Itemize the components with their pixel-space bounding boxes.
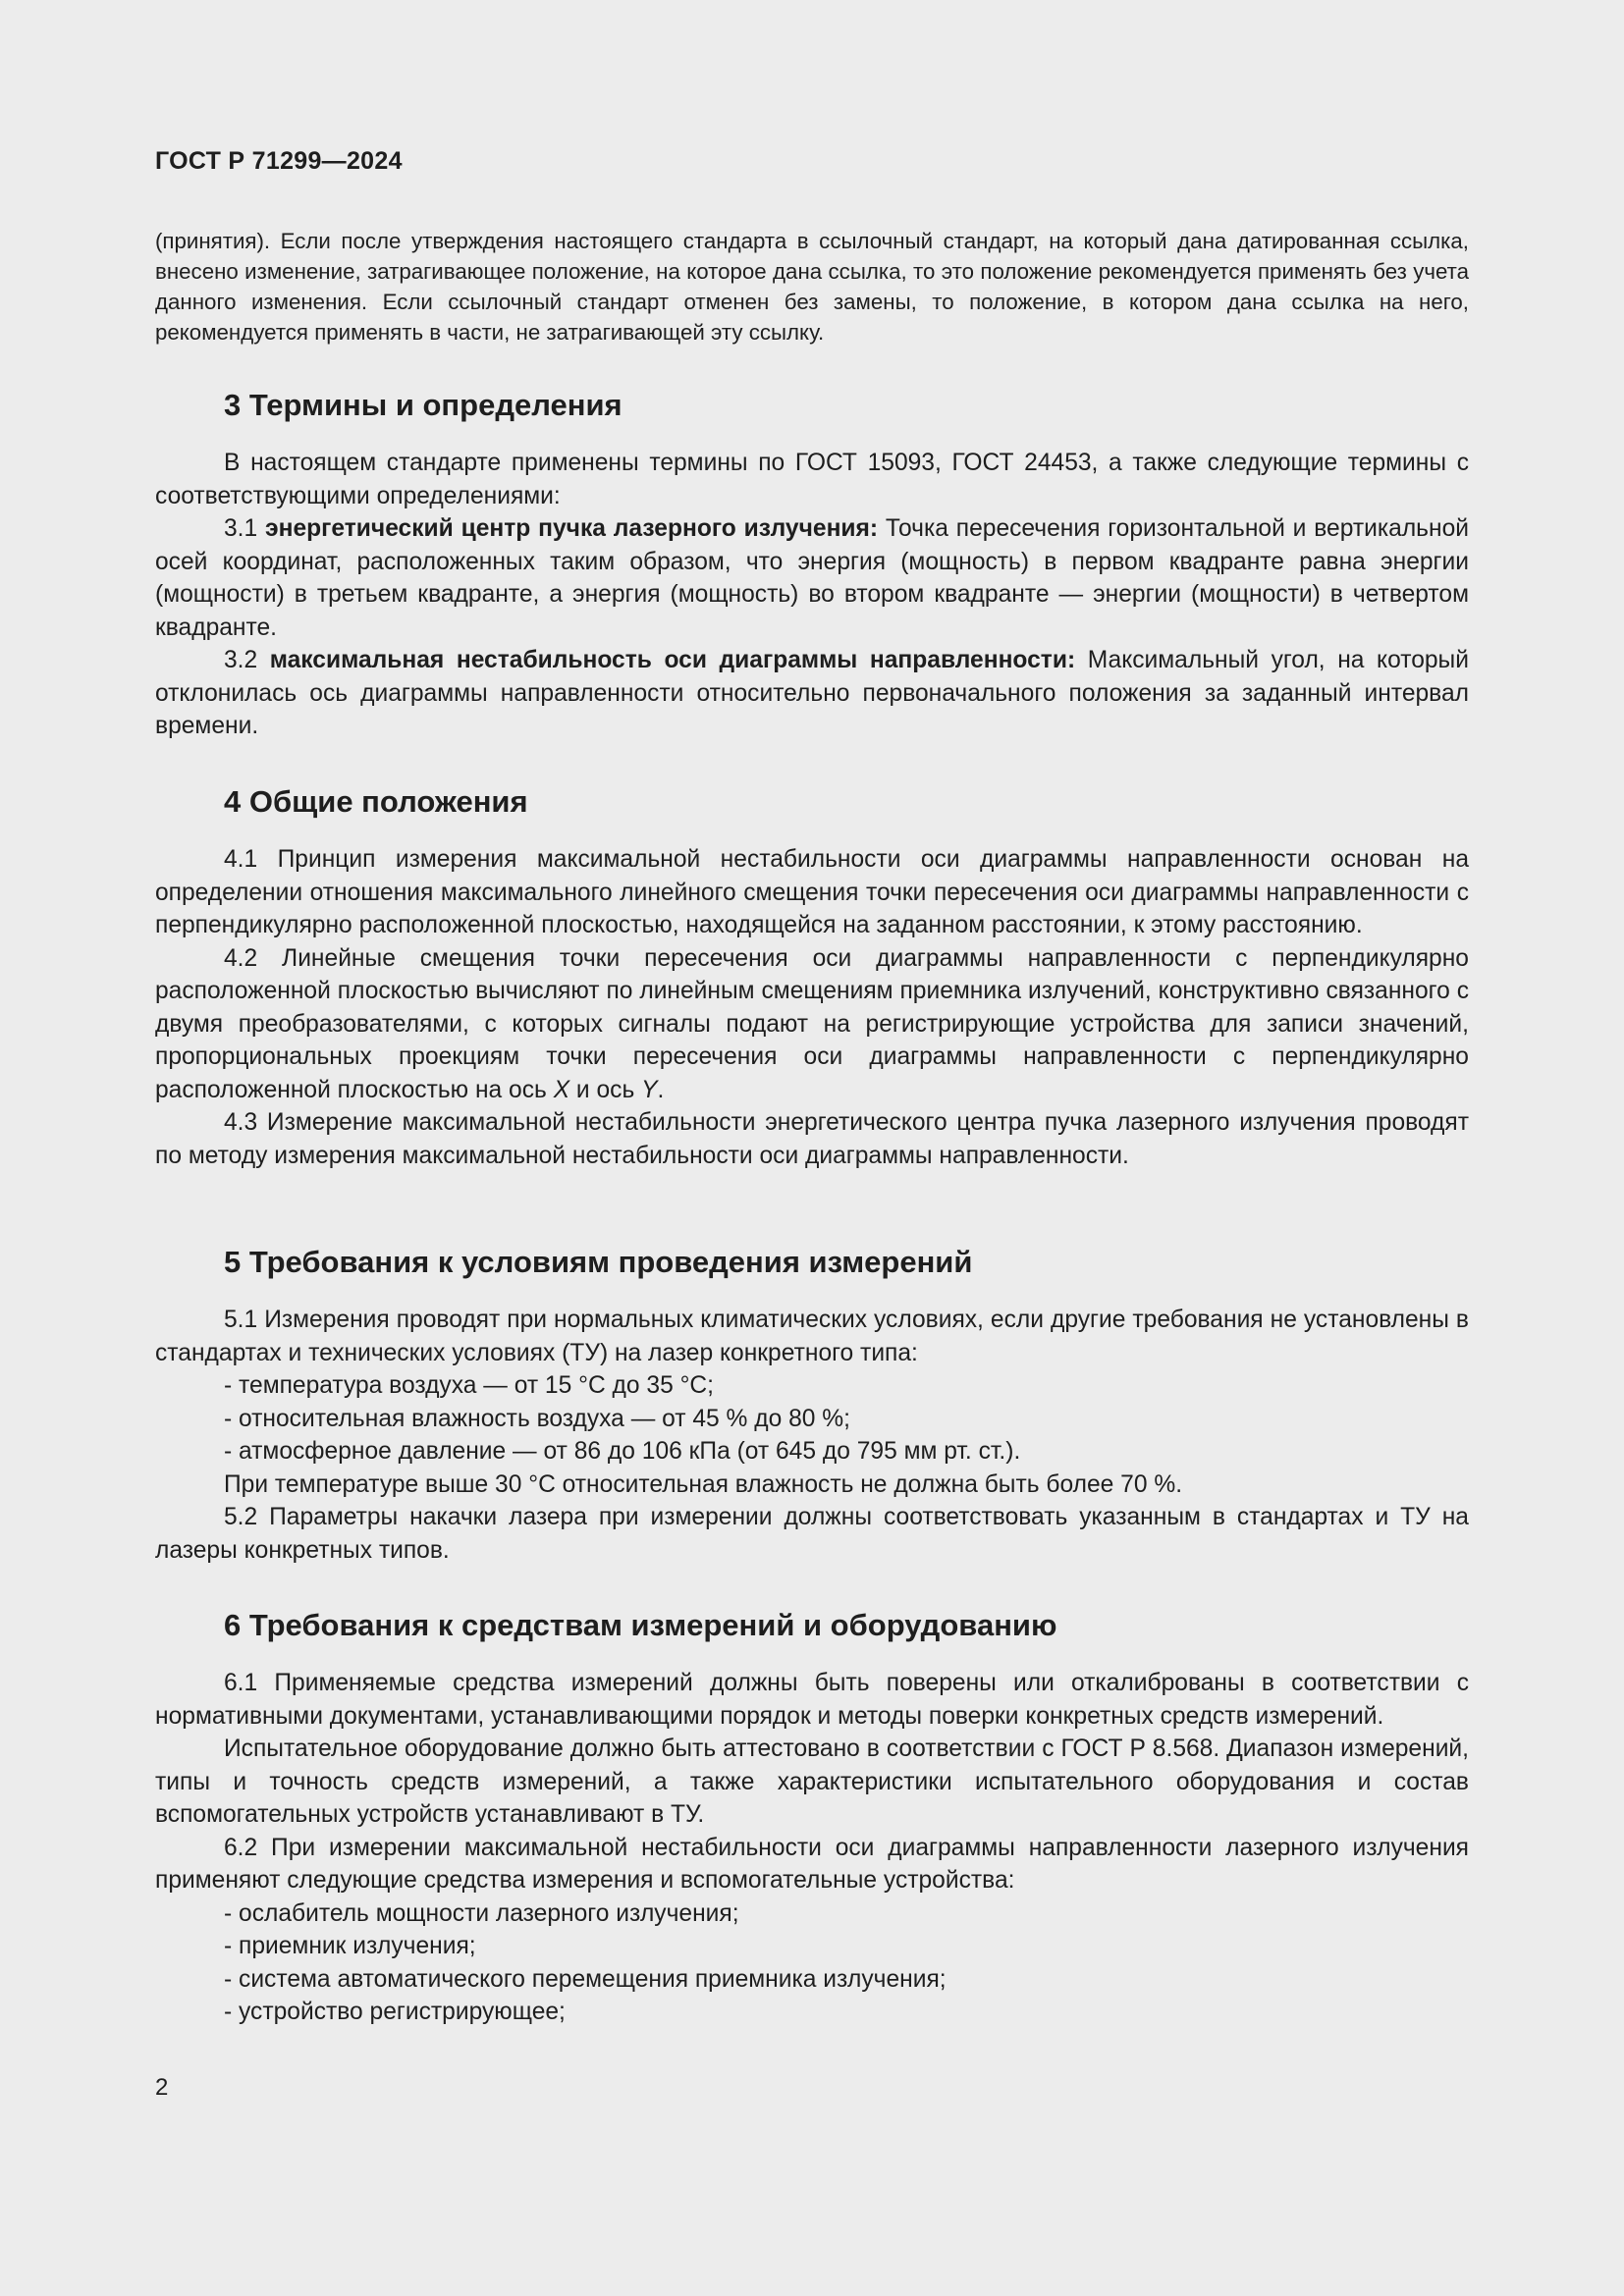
list-item-receiver: - приемник излучения; — [224, 1933, 476, 1959]
section-6-title: 6 Требования к средствам измерений и оборудованию — [224, 1608, 1057, 1642]
section-6-body — [155, 1667, 1469, 2029]
term-3-1-term: энергетический центр пучка лазерного излучения: — [265, 515, 879, 542]
section-4 — [155, 782, 1469, 1172]
section-5-body — [155, 1304, 1469, 1567]
term-3-2 — [155, 644, 1469, 743]
term-3-1-number: 3.1 — [224, 515, 266, 542]
clause-4-3: 4.3 Измерение максимальной нестабильности энергетического центра пучка лазерного излучения проводят по методу измерения максимальной нестабильности оси диаграммы направленности. — [155, 1109, 1469, 1169]
term-3-2-definition: Максимальный угол, на который отклонилась ось диаграммы направленности относительно первоначального положения за заданный интервал времени. — [155, 647, 1469, 739]
clause-4-2 — [155, 942, 1469, 1107]
clause-4-2-text: 4.2 Линейные смещения точки пересечения оси диаграммы направленности с перпендикулярно расположенной плоскостью вычисляют по линейным смещениям приемника излучений, конструктивно связанного с двумя преобразователями, с которых сигналы подают на регистрирующие устройства для записи значений, пропорциональных проекциям точки пересечения оси диаграммы направленности с перпендикулярно расположенной плоскостью на ось — [155, 944, 1469, 1103]
clause-6-1-b: Испытательное оборудование должно быть аттестовано в соответствии с ГОСТ Р 8.568. Диапазон измерений, типы и точность средств измерений, а также характеристики испытательного оборудования и состав вспомогательных устройств устанавливают в ТУ. — [155, 1735, 1469, 1828]
clause-6-1: 6.1 Применяемые средства измерений должны быть поверены или откалиброваны в соответствии с нормативными документами, устанавливающими порядок и методы поверки конкретных средств измерений. — [155, 1670, 1469, 1730]
clause-6-2: 6.2 При измерении максимальной нестабильности оси диаграммы направленности лазерного излучения применяют следующие средства измерения и вспомогательные устройства: — [155, 1834, 1469, 1894]
section-6 — [155, 1606, 1469, 2029]
axis-x-label: X — [553, 1076, 570, 1103]
term-3-2-number: 3.2 — [224, 647, 270, 673]
clause-4-2-conj: и ось — [569, 1076, 642, 1103]
page-number: 2 — [155, 2074, 169, 2101]
document-header: ГОСТ Р 71299—2024 — [155, 147, 403, 175]
list-item-pressure: - атмосферное давление — от 86 до 106 кПа (от 645 до 795 мм рт. ст.). — [224, 1438, 1021, 1465]
axis-y-label: Y — [641, 1076, 658, 1103]
section-5 — [155, 1243, 1469, 1567]
clause-5-1: 5.1 Измерения проводят при нормальных климатических условиях, если другие требования не установлены в стандартах и технических условиях (ТУ) на лазер конкретного типа: — [155, 1307, 1469, 1366]
section-3-title: 3 Термины и определения — [224, 388, 623, 422]
section-5-title: 5 Требования к условиям проведения измерений — [224, 1245, 973, 1279]
list-item-recorder: - устройство регистрирующее; — [224, 1999, 566, 2025]
term-3-1-definition: Точка пересечения горизонтальной и вертикальной осей координат, расположенных таким образом, что энергия (мощность) в первом квадранте равна энергии (мощности) в третьем квадранте, а энергия (мощность) во втором квадранте — энергии (мощности) в четвертом квадранте. — [155, 515, 1469, 641]
list-item-positioning-system: - система автоматического перемещения приемника излучения; — [224, 1965, 947, 1993]
term-3-1 — [155, 512, 1469, 644]
section-4-body — [155, 843, 1469, 1172]
section-4-title: 4 Общие положения — [224, 784, 528, 819]
clause-4-1: 4.1 Принцип измерения максимальной нестабильности оси диаграммы направленности основан на определении отношения максимального линейного смещения точки пересечения оси диаграммы направленности с перпендикулярно расположенной плоскостью, находящейся на заданном расстоянии, к этому расстоянию. — [155, 846, 1469, 938]
list-item-attenuator: - ослабитель мощности лазерного излучения; — [224, 1899, 739, 1927]
term-3-2-term: максимальная нестабильность оси диаграммы направленности: — [269, 647, 1076, 673]
list-item-humidity: - относительная влажность воздуха — от 45 % до 80 %; — [224, 1405, 850, 1432]
clause-5-2: 5.2 Параметры накачки лазера при измерении должны соответствовать указанным в стандартах и ТУ на лазеры конкретных типов. — [155, 1504, 1469, 1564]
clause-4-2-end: . — [657, 1076, 665, 1103]
list-item-temperature: - температура воздуха — от 15 °C до 35 °C; — [224, 1372, 715, 1399]
clause-5-1-note: При температуре выше 30 °C относительная влажность не должна быть более 70 %. — [224, 1470, 1183, 1498]
section-3-body — [155, 447, 1469, 743]
section-3 — [155, 386, 1469, 743]
intro-paragraph: (принятия). Если после утверждения настоящего стандарта в ссылочный стандарт, на который дана датированная ссылка, внесено изменение, затрагивающее положение, на которое дана ссылка, то это положение рекомендуется применять без учета данного изменения. Если ссылочный стандарт отменен без замены, то положение, в котором дана ссылка на него, рекомендуется применять в части, не затрагивающей эту ссылку. — [155, 229, 1469, 345]
section-3-intro: В настоящем стандарте применены термины по ГОСТ 15093, ГОСТ 24453, а также следующие термины с соответствующими определениями: — [155, 450, 1469, 509]
